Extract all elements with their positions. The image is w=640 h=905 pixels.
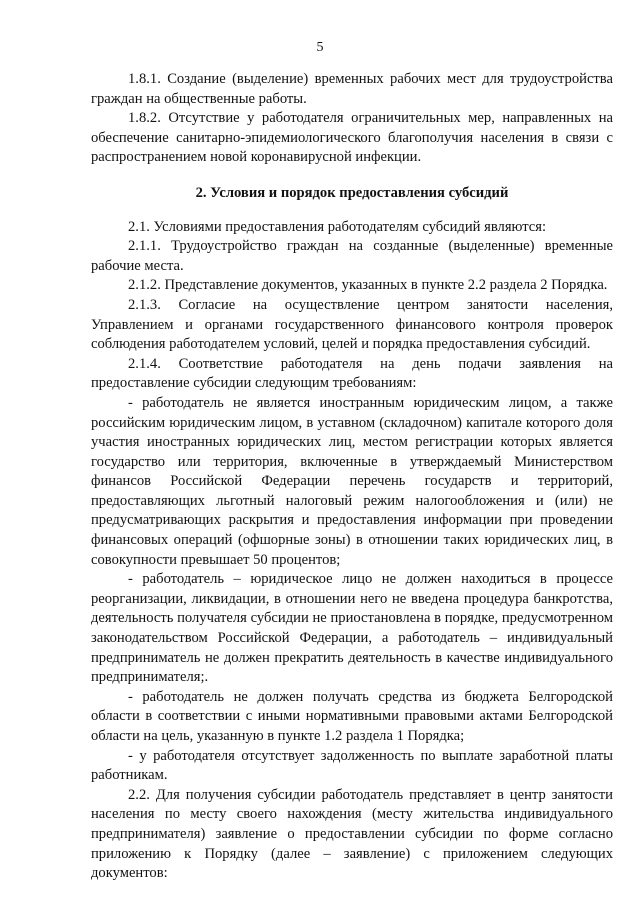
paragraph-2-1-1: 2.1.1. Трудоустройство граждан на созданные (выделенные) временные рабочие места. [91,238,613,274]
paragraph-2-1: 2.1. Условиями предоставления работодателям субсидий являются: [128,218,547,235]
requirement-item: - работодатель не является иностранным юридическим лицом, а также российским юридическим лицом, в уставном (складочном) капитале которого доля участия иностранных юридических лиц, местом регистрации которых является государство или территория, включенные в утверждаемый Министерством финансов Российской Федерации перечень государств и территорий, предоставляющих льготный налоговый режим налогообложения и (или) не предусматривающих раскрытия и предоставления информации при проведении финансовых операций (офшорные зоны) в отношении таких юридических лиц, в совокупности превышает 50 процентов; [91,394,613,568]
paragraph-2-1-3: 2.1.3. Согласие на осуществление центром занятости населения, Управлением и органами государственного финансового контроля проверок соблюдения работодателем условий, целей и порядка предоставления субсидий. [91,296,613,353]
paragraph-1-8-1: 1.8.1. Создание (выделение) временных рабочих мест для трудоустройства граждан на общественные работы. [91,71,613,107]
requirement-item: - у работодателя отсутствует задолженность по выплате заработной платы работникам. [91,747,613,784]
section-heading: 2. Условия и порядок предоставления субсидий [195,184,509,201]
paragraph-2-1-4: 2.1.4. Соответствие работодателя на день подачи заявления на предоставление субсидии следующим требованиям: [91,355,613,392]
requirement-item: - работодатель – юридическое лицо не должен находиться в процессе реорганизации, ликвидации, в отношении него не введена процедура банкротства, деятельность получателя субсидии не приостановлена в порядке, предусмотренном законодательством Российской Федерации, а работодатель – индивидуальный предприниматель не должен прекратить деятельность в качестве индивидуального предпринимателя;. [91,571,613,686]
document-body [91,70,613,884]
paragraph-2-1-2: 2.1.2. Представление документов, указанных в пункте 2.2 раздела 2 Порядка. [128,277,608,294]
requirement-item: - работодатель не должен получать средства из бюджета Белгородской области в соответствии с иными нормативными правовыми актами Белгородской области на цель, указанную в пункте 1.2 раздела 1 Порядка; [91,688,613,744]
paragraph-2-2: 2.2. Для получения субсидии работодатель представляет в центр занятости населения по месту своего нахождения (месту жительства индивидуального предпринимателя) заявление о предоставлении субсидии по форме согласно приложению к Порядку (далее – заявление) с приложением следующих документов: [91,786,613,882]
paragraph-1-8-2: 1.8.2. Отсутствие у работодателя ограничительных мер, направленных на обеспечение санитарно-эпидемиологического благополучия населения в связи с распространением новой коронавирусной инфекции. [91,110,613,166]
page-number: 5 [316,40,324,55]
